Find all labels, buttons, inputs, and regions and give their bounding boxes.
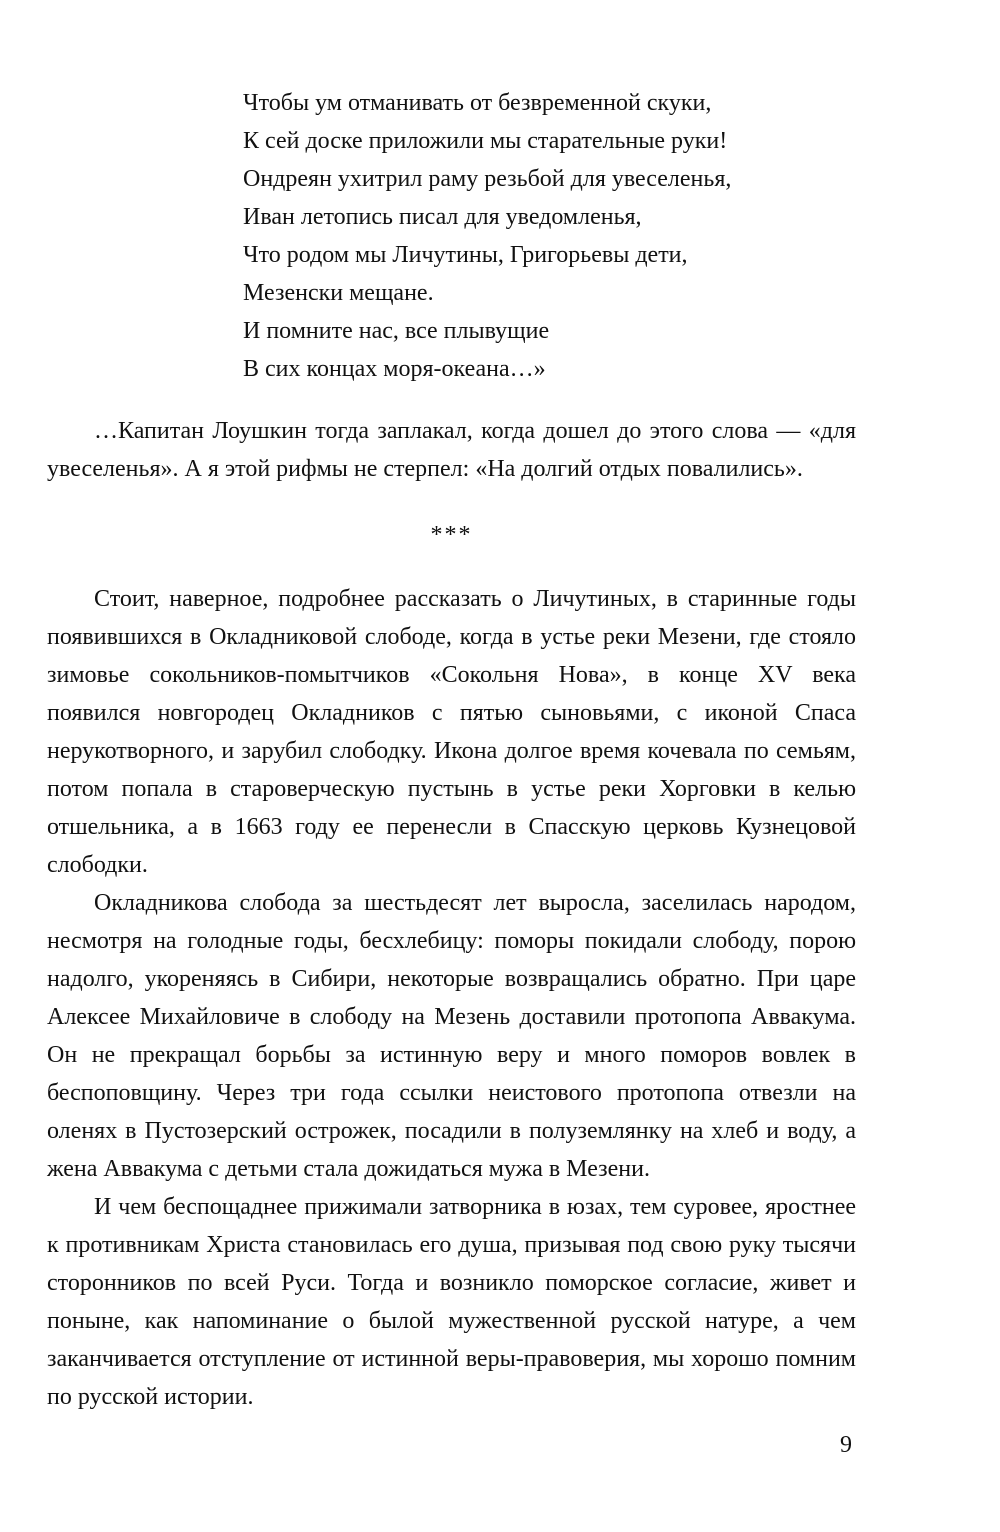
poem-line: Мезенски мещане. (243, 280, 434, 306)
poem-line: И помните нас, все плывущие (243, 318, 550, 344)
poem-line: Что родом мы Личутины, Григорьевы дети, (243, 242, 688, 268)
poem-line: Иван летопись писал для уведомленья, (243, 204, 642, 230)
page-number: 9 (840, 1432, 852, 1458)
paragraph-2: Окладникова слобода за шестьдесят лет выросла, заселилась народом, несмотря на голодные годы, бесхлебицу: поморы покидали слободу, порою надолго, укореняясь в Сибири, некоторые возвращались обратно. При царе Алексее Михайловиче в слободу на Мезень доставили протопопа Аввакума. Он не прекращал борьбы за истинную веру и много поморов вовлек в беспоповщину. Через три года ссылки неистового протопопа отвезли на оленях в Пустозерский острожек, посадили в полуземлянку на хлеб и воду, а жена Аввакума с детьми стала дожидаться мужа в Мезени. (47, 890, 856, 1182)
poem-line: Чтобы ум отманивать от безвременной скуки, (243, 90, 712, 116)
section-separator: *** (430, 522, 473, 548)
poem-line: В сих концах моря-океана…» (243, 356, 546, 382)
poem-line: К сей доске приложили мы старательные руки! (243, 128, 728, 154)
paragraph-1: Стоит, наверное, подробнее рассказать о Личутиных, в старинные годы появившихся в Окладниковой слободе, когда в устье реки Мезени, где стояло зимовье сокольников-помытчиков «Сокольня Нова», в конце XV века появился новгородец Окладников с пятью сыновьями, с иконой Спаса нерукотворного, и зарубил слободку. Икона долгое время кочевала по семьям, потом попала в староверческую пустынь в устье реки Хорговки в келью отшельника, а в 1663 году ее перенесли в Спасскую церковь Кузнецовой слободки. (47, 586, 856, 878)
poem-line: Ондреян ухитрил раму резьбой для увеселенья, (243, 166, 732, 192)
poem-block (243, 84, 856, 388)
paragraph-3: И чем беспощаднее прижимали затворника в юзах, тем суровее, яростнее к противникам Христа становилась его душа, призывая под свою руку тысячи сторонников по всей Руси. Тогда и возникло поморское согласие, живет и поныне, как напоминание о былой мужественной русской натуре, а чем заканчивается отступление от истинной веры-правоверия, мы хорошо помним по русской истории. (47, 1194, 856, 1410)
intro-paragraph: …Капитан Лоушкин тогда заплакал, когда дошел до этого слова — «для увеселенья». А я этой рифмы не стерпел: «На долгий отдых повалились». (47, 418, 856, 482)
